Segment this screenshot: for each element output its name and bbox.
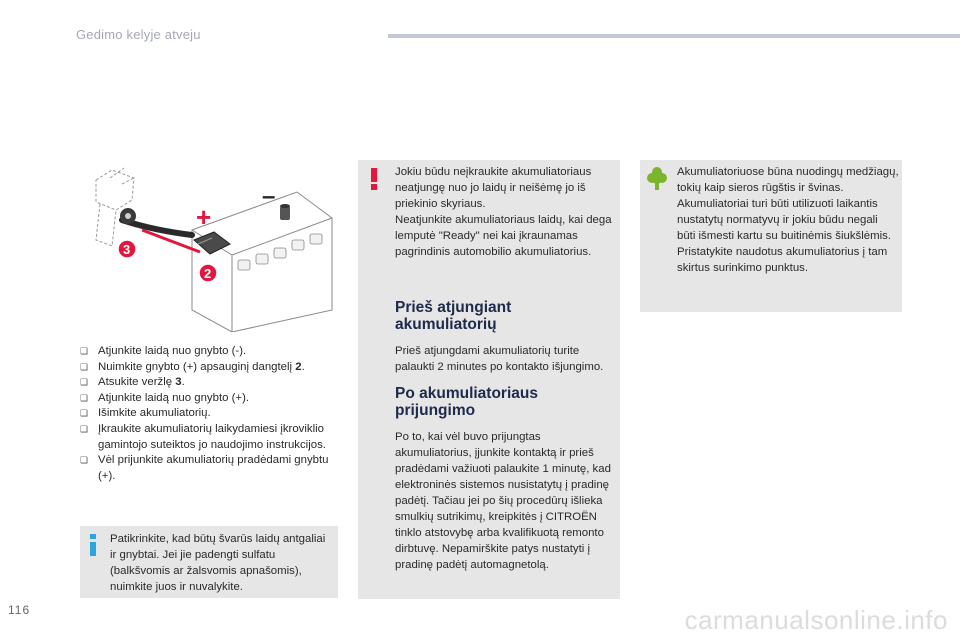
section-after-connect: [395, 385, 617, 573]
page-number: 116: [8, 603, 31, 617]
info-text: Patikrinkite, kad būtų švarūs laidų antgaliai ir gnybtai. Jei jie padengti sulfatu (balkšvomis ar žalsvomis apnašomis), nuimkite juos ir nuvalykite.: [110, 533, 326, 593]
terminal-clamp-sketch: [96, 168, 134, 246]
section-title: Po akumuliatoriaus prijungimo: [395, 385, 538, 419]
checkbox-bullet-icon: ❏: [80, 392, 89, 403]
info-icon: [86, 534, 100, 556]
info-box: [80, 526, 338, 598]
warning-box: [358, 160, 620, 599]
environment-box: [640, 160, 902, 312]
warning-intro: [395, 164, 617, 260]
checkbox-bullet-icon: ❏: [80, 361, 89, 372]
callout-2: [199, 264, 217, 282]
checkbox-bullet-icon: ❏: [80, 408, 89, 419]
plus-sign: +: [196, 202, 212, 232]
list-item: ❏ Atjunkite laidą nuo gnybto (+).: [80, 391, 342, 407]
callout-3: [118, 240, 136, 258]
section-title: Prieš atjungiant akumuliatorių: [395, 299, 512, 333]
section-text: Po to, kai vėl buvo prijungtas akumuliatorius, įjunkite kontaktą ir prieš pradėdami važiuoti palaukite 1 minutę, kad elektroninės sistemos nusistatytų į pradinę padėtį. Tačiau jei po šių procedūrų išlieka smulkių sutrikimų, kreipkitės į CITROËN tinklo atstovybę arba kvalifikuotą remonto dirbtuvę. Nepamirškite patys nustatyti į pradinę padėtį automagnetolą.: [395, 431, 611, 571]
list-item: ❏ Atsukite veržlę 3.: [80, 375, 342, 391]
warning-paragraph: Neatjunkite akumuliatoriaus laidų, kai dega lemputė "Ready" nei kai įkraunamas pagrindinis automobilio akumuliatorius.: [395, 214, 612, 258]
environment-paragraph: Pristatykite naudotus akumuliatorius į tam skirtus surinkimo punktus.: [677, 246, 888, 274]
list-item: ❏ Išimkite akumuliatorių.: [80, 406, 342, 422]
list-item: ❏ Atjunkite laidą nuo gnybto (-).: [80, 344, 342, 360]
tree-icon: [646, 166, 668, 190]
checkbox-bullet-icon: ❏: [80, 455, 89, 466]
checkbox-bullet-icon: ❏: [80, 377, 89, 388]
callout-3-label: 3: [123, 242, 131, 257]
section-text: Prieš atjungdami akumuliatorių turite palaukti 2 minutes po kontakto išjungimo.: [395, 345, 604, 373]
checkbox-bullet-icon: ❏: [80, 423, 89, 434]
battery-illustration: [82, 160, 338, 332]
minus-sign: –: [262, 183, 276, 210]
section-before-disconnect: [395, 299, 617, 375]
clamp-nut: [120, 208, 136, 224]
list-item: ❏ Įkraukite akumuliatorių laikydamiesi įkroviklio gamintojo suteiktos jo naudojimo instrukcijos.: [80, 422, 326, 451]
environment-text: [677, 164, 899, 276]
exclamation-icon: [370, 168, 378, 190]
callout-2-label: 2: [204, 266, 212, 281]
environment-paragraph: Akumuliatoriuose būna nuodingų medžiagų, tokių kaip sieros rūgštis ir švinas. Akumuliatoriai turi būti utilizuoti laikantis nustatytų normatyvų ir jokiu būdu negali būti išmesti kartu su buitinėmis šiukšlėmis.: [677, 166, 899, 242]
list-item: ❏ Vėl prijunkite akumuliatorių pradėdami gnybtu (+).: [80, 454, 329, 482]
warning-paragraph: Jokiu būdu neįkraukite akumuliatoriaus neatjungę nuo jo laidų ir neišėmę jo iš priekinio skyriaus.: [395, 166, 592, 210]
running-header: Gedimo kelyje atveju: [76, 27, 201, 42]
negative-terminal: [280, 204, 290, 220]
list-item: ❏ Nuimkite gnybto (+) apsauginį dangtelį 2.: [80, 360, 342, 376]
steps-list: [80, 344, 342, 484]
watermark: carmanualsonline.info: [684, 605, 948, 635]
checkbox-bullet-icon: ❏: [80, 346, 89, 356]
header-rule: [388, 34, 960, 38]
